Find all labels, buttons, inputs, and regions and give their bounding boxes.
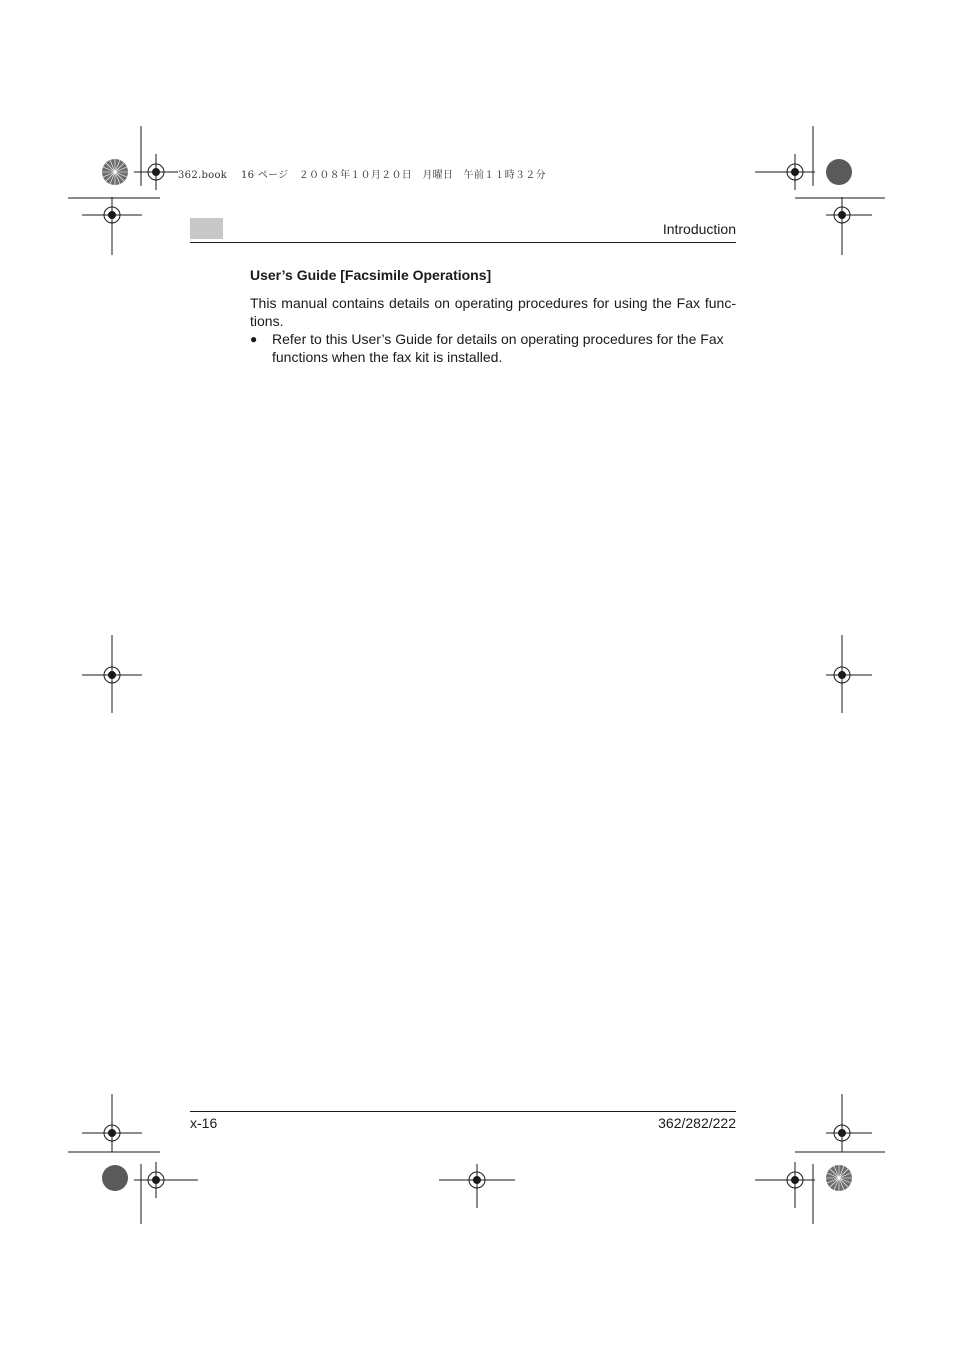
registration-mark-icon <box>82 635 142 713</box>
print-slug: 362.book 16 ページ ２００８年１０月２０日 月曜日 午前１１時３２分 <box>178 170 546 181</box>
starburst-target-icon <box>102 1165 128 1191</box>
bullet-dot-icon: ● <box>250 332 258 346</box>
list-item <box>250 330 736 366</box>
registration-mark-icon <box>826 1115 872 1151</box>
registration-mark-icon <box>826 197 872 233</box>
starburst-target-icon <box>826 159 852 185</box>
list-item-text: Refer to this User’s Guide for details on operating procedures for the Fax functions when the fax kit is installed. <box>272 331 724 365</box>
footer-rule <box>190 1111 736 1112</box>
registration-mark-icon <box>82 197 142 233</box>
page-number: x-16 <box>190 1115 218 1131</box>
registration-mark-icon <box>82 1115 142 1151</box>
intro-paragraph: This manual contains details on operating procedures for using the Fax func- tions. <box>250 295 736 329</box>
registration-mark-icon <box>755 154 815 190</box>
registration-mark-icon <box>755 1162 815 1208</box>
header-rule <box>190 242 736 243</box>
running-header: Introduction <box>662 221 736 237</box>
chapter-tab <box>190 218 223 239</box>
main-content <box>250 266 736 366</box>
registration-mark-icon <box>439 1164 515 1208</box>
starburst-target-icon <box>826 1165 852 1191</box>
registration-mark-icon <box>134 1162 198 1198</box>
starburst-target-icon <box>102 159 128 185</box>
model-number: 362/282/222 <box>658 1115 736 1131</box>
section-heading: User’s Guide [Facsimile Operations] <box>250 267 492 283</box>
registration-mark-icon <box>826 635 872 713</box>
